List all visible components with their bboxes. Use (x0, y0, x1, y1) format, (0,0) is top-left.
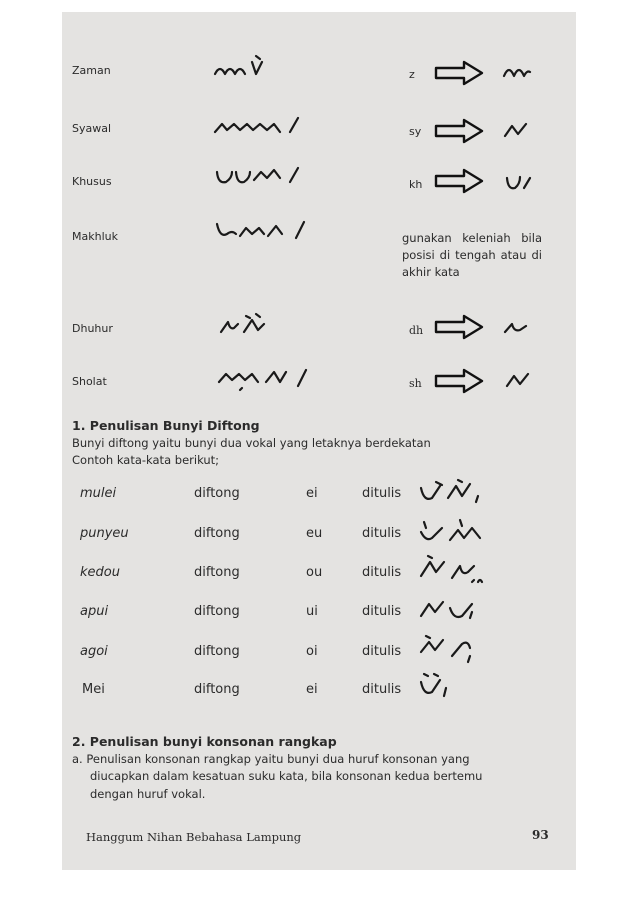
consonant-pair: kh (409, 178, 423, 191)
section-text: dengan huruf vokal. (90, 787, 206, 801)
diftong-written-label: ditulis (362, 526, 402, 541)
lampung-script-glyph (218, 310, 274, 338)
footer-book-title: Hanggum Nihan Bebahasa Lampung (86, 830, 302, 844)
diftong-type: diftong (194, 486, 240, 501)
lampung-script-glyph (502, 316, 530, 338)
lampung-script-glyph (502, 120, 530, 140)
makhluk-note: gunakan keleniah bila posisi di tengah atau di akhir kata (402, 231, 542, 279)
consonant-word: Syawal (72, 122, 112, 135)
lampung-script-glyph (418, 592, 494, 624)
lampung-script-glyph (418, 476, 490, 506)
section-title: 1. Penulisan Bunyi Diftong (72, 418, 260, 433)
lampung-script-glyph (216, 364, 316, 392)
lampung-script-glyph (214, 164, 306, 190)
book-page (62, 12, 576, 870)
diftong-written-label: ditulis (362, 486, 402, 501)
lampung-script-glyph (214, 218, 314, 244)
diftong-word: kedou (80, 565, 120, 580)
consonant-pair: dh (409, 324, 424, 337)
diftong-word: mulei (80, 486, 117, 501)
consonant-pair: sy (409, 125, 422, 138)
arrow-right-icon (434, 168, 486, 194)
consonant-word: Dhuhur (72, 322, 113, 335)
diftong-written-label: ditulis (362, 682, 402, 697)
diftong-pair: ou (306, 565, 323, 580)
lampung-script-glyph (502, 60, 532, 80)
section-text: Bunyi diftong yaitu bunyi dua vokal yang letaknya berdekatan (72, 436, 431, 450)
consonant-word: Khusus (72, 175, 112, 188)
diftong-pair: ei (306, 682, 318, 697)
diftong-type: diftong (194, 682, 240, 697)
diftong-pair: ui (306, 604, 318, 619)
consonant-word: Sholat (72, 375, 107, 388)
arrow-right-icon (434, 314, 486, 340)
diftong-pair: eu (306, 526, 323, 541)
diftong-pair: ei (306, 486, 318, 501)
diftong-type: diftong (194, 526, 240, 541)
diftong-written-label: ditulis (362, 644, 402, 659)
diftong-word: agoi (80, 644, 108, 659)
consonant-pair: z (409, 68, 415, 81)
diftong-word: punyeu (80, 526, 129, 541)
lampung-script-glyph (418, 668, 462, 700)
diftong-pair: oi (306, 644, 318, 659)
diftong-written-label: ditulis (362, 604, 402, 619)
lampung-script-glyph (504, 370, 532, 390)
diftong-written-label: ditulis (362, 565, 402, 580)
consonant-word: Zaman (72, 64, 111, 77)
diftong-type: diftong (194, 644, 240, 659)
lampung-script-glyph (212, 54, 272, 80)
arrow-right-icon (434, 368, 486, 394)
consonant-pair: sh (409, 377, 422, 390)
section-title: 2. Penulisan bunyi konsonan rangkap (72, 734, 337, 749)
lampung-script-glyph (418, 552, 498, 586)
section-text: a. Penulisan konsonan rangkap yaitu bunyi dua huruf konsonan yang (72, 752, 470, 766)
diftong-word: apui (80, 604, 109, 619)
section-text: diucapkan dalam kesatuan suku kata, bila konsonan kedua bertemu (90, 769, 483, 783)
consonant-word: Makhluk (72, 230, 118, 243)
arrow-right-icon (434, 60, 486, 86)
lampung-script-glyph (504, 172, 532, 192)
page-number: 93 (532, 828, 549, 842)
diftong-type: diftong (194, 604, 240, 619)
arrow-right-icon (434, 118, 486, 144)
diftong-word: Mei (82, 682, 105, 697)
diftong-type: diftong (194, 565, 240, 580)
lampung-script-glyph (418, 514, 494, 546)
section-text: Contoh kata-kata berikut; (72, 453, 220, 467)
lampung-script-glyph (418, 630, 494, 664)
lampung-script-glyph (212, 114, 302, 138)
